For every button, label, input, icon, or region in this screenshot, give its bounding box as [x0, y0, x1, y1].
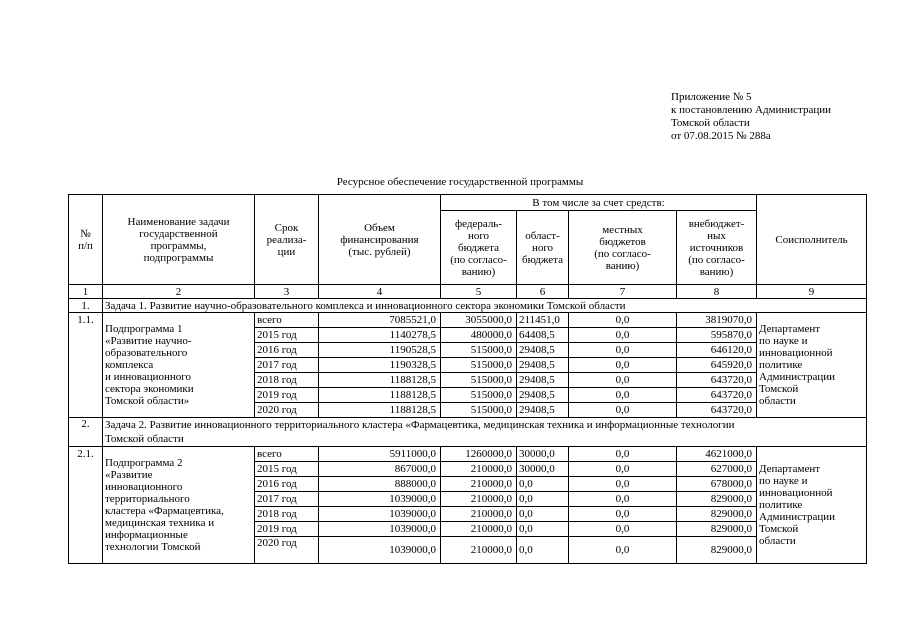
- header-row: [69, 195, 867, 211]
- regional-cell: 0,0: [517, 477, 569, 492]
- executor-line: Департамент: [759, 463, 821, 475]
- subprogram-name-line: комплекса: [105, 359, 154, 371]
- volume-cell: 1039000,0: [319, 537, 441, 564]
- subprogram-name: [103, 313, 255, 418]
- extra-cell: 829000,0: [677, 522, 757, 537]
- local-cell: 0,0: [569, 343, 677, 358]
- subprogram-name-line: технологии Томской: [105, 541, 201, 553]
- regional-cell: 0,0: [517, 492, 569, 507]
- federal-cell: 210000,0: [441, 507, 517, 522]
- column-number: 8: [677, 285, 757, 299]
- executor-cell: [757, 313, 867, 418]
- local-cell: 0,0: [569, 403, 677, 418]
- executor-line: Администрации: [759, 511, 836, 523]
- executor-line: Томской: [759, 523, 799, 535]
- task-number: 1.: [69, 299, 103, 313]
- header-regional: област- ного бюджета: [517, 211, 569, 285]
- column-number: 2: [103, 285, 255, 299]
- regional-cell: 211451,0: [517, 313, 569, 328]
- volume-cell: 1190528,5: [319, 343, 441, 358]
- extra-cell: 645920,0: [677, 358, 757, 373]
- volume-cell: 1188128,5: [319, 388, 441, 403]
- period-cell: 2016 год: [255, 477, 319, 492]
- period-cell: 2017 год: [255, 358, 319, 373]
- executor-line: Томской: [759, 383, 799, 395]
- task-text: Задача 1. Развитие научно-образовательного комплекса и инновационного сектора экономики Томской области: [103, 299, 867, 313]
- period-cell: 2018 год: [255, 373, 319, 388]
- column-number: 6: [517, 285, 569, 299]
- subprogram-name-line: информационные: [105, 529, 188, 541]
- period-cell: 2019 год: [255, 522, 319, 537]
- regional-cell: 29408,5: [517, 403, 569, 418]
- executor-line: политике: [759, 359, 803, 371]
- local-cell: 0,0: [569, 492, 677, 507]
- local-cell: 0,0: [569, 522, 677, 537]
- volume-cell: 5911000,0: [319, 447, 441, 462]
- volume-cell: 1039000,0: [319, 507, 441, 522]
- document-title: Ресурсное обеспечение государственной программы: [336, 176, 584, 188]
- column-number: 1: [69, 285, 103, 299]
- column-number-row: [69, 285, 867, 299]
- period-cell: 2019 год: [255, 388, 319, 403]
- executor-line: Департамент: [759, 323, 821, 335]
- subprogram-name-line: Подпрограмма 1: [105, 323, 183, 335]
- volume-cell: 1039000,0: [319, 522, 441, 537]
- subprogram-name: [103, 447, 255, 564]
- appendix-line: от 07.08.2015 № 288а: [671, 130, 771, 142]
- header-name: Наименование задачи государственной программы, подпрограммы: [103, 195, 255, 285]
- task-number: 2.: [69, 418, 103, 447]
- subprogram-name-line: кластера «Фармацевтика,: [105, 505, 224, 517]
- table-row: [69, 447, 867, 462]
- federal-cell: 210000,0: [441, 477, 517, 492]
- volume-cell: 1140278,5: [319, 328, 441, 343]
- period-cell: 2020 год: [255, 403, 319, 418]
- regional-cell: 29408,5: [517, 373, 569, 388]
- local-cell: 0,0: [569, 462, 677, 477]
- task-text-line: Задача 2. Развитие инновационного территориального кластера «Фармацевтика, медицинская техника и информационные технологии: [105, 419, 735, 431]
- header-local: местных бюджетов (по согласо- ванию): [569, 211, 677, 285]
- subprogram-name-line: инновационного: [105, 481, 183, 493]
- local-cell: 0,0: [569, 537, 677, 564]
- executor-line: Администрации: [759, 371, 836, 383]
- extra-cell: 829000,0: [677, 537, 757, 564]
- volume-cell: 867000,0: [319, 462, 441, 477]
- executor-line: области: [759, 535, 796, 547]
- appendix-line: Томской области: [671, 117, 750, 129]
- subprogram-number: 1.1.: [69, 313, 103, 418]
- period-cell: 2017 год: [255, 492, 319, 507]
- subprogram-name-line: сектора экономики: [105, 383, 194, 395]
- federal-cell: 515000,0: [441, 343, 517, 358]
- header-executor: Соисполнитель: [757, 195, 867, 285]
- period-cell: 2015 год: [255, 462, 319, 477]
- federal-cell: 515000,0: [441, 373, 517, 388]
- subprogram-name-line: «Развитие: [105, 469, 153, 481]
- extra-cell: 646120,0: [677, 343, 757, 358]
- period-cell: 2016 год: [255, 343, 319, 358]
- period-cell: 2015 год: [255, 328, 319, 343]
- volume-cell: 1188128,5: [319, 373, 441, 388]
- subprogram-name-line: территориального: [105, 493, 190, 505]
- regional-cell: 64408,5: [517, 328, 569, 343]
- period-cell: 2020 год: [255, 537, 319, 564]
- local-cell: 0,0: [569, 358, 677, 373]
- header-period: Срок реализа- ции: [255, 195, 319, 285]
- extra-cell: 643720,0: [677, 403, 757, 418]
- extra-cell: 4621000,0: [677, 447, 757, 462]
- regional-cell: 30000,0: [517, 447, 569, 462]
- regional-cell: 30000,0: [517, 462, 569, 477]
- federal-cell: 210000,0: [441, 462, 517, 477]
- period-cell: всего: [255, 447, 319, 462]
- column-number: 5: [441, 285, 517, 299]
- local-cell: 0,0: [569, 507, 677, 522]
- local-cell: 0,0: [569, 373, 677, 388]
- extra-cell: 678000,0: [677, 477, 757, 492]
- regional-cell: 29408,5: [517, 388, 569, 403]
- period-cell: 2018 год: [255, 507, 319, 522]
- task-row: [69, 418, 867, 447]
- executor-line: области: [759, 395, 796, 407]
- volume-cell: 888000,0: [319, 477, 441, 492]
- volume-cell: 7085521,0: [319, 313, 441, 328]
- federal-cell: 1260000,0: [441, 447, 517, 462]
- task-text: [103, 418, 867, 447]
- table-row: [69, 313, 867, 328]
- volume-cell: 1188128,5: [319, 403, 441, 418]
- executor-cell: [757, 447, 867, 564]
- federal-cell: 210000,0: [441, 522, 517, 537]
- extra-cell: 643720,0: [677, 388, 757, 403]
- subprogram-name-line: и инновационного: [105, 371, 192, 383]
- local-cell: 0,0: [569, 447, 677, 462]
- column-number: 7: [569, 285, 677, 299]
- column-number: 3: [255, 285, 319, 299]
- executor-line: инновационной: [759, 347, 833, 359]
- regional-cell: 0,0: [517, 522, 569, 537]
- regional-cell: 29408,5: [517, 343, 569, 358]
- column-number: 4: [319, 285, 441, 299]
- executor-line: по науке и: [759, 335, 808, 347]
- local-cell: 0,0: [569, 388, 677, 403]
- period-cell: всего: [255, 313, 319, 328]
- local-cell: 0,0: [569, 328, 677, 343]
- federal-cell: 480000,0: [441, 328, 517, 343]
- task-text-line: Томской области: [105, 433, 184, 445]
- executor-line: инновационной: [759, 487, 833, 499]
- column-number: 9: [757, 285, 867, 299]
- task-row: [69, 299, 867, 313]
- federal-cell: 515000,0: [441, 403, 517, 418]
- extra-cell: 627000,0: [677, 462, 757, 477]
- regional-cell: 0,0: [517, 537, 569, 564]
- header-volume: Объем финансирования (тыс. рублей): [319, 195, 441, 285]
- subprogram-name-line: медицинская техника и: [105, 517, 215, 529]
- extra-cell: 643720,0: [677, 373, 757, 388]
- regional-cell: 29408,5: [517, 358, 569, 373]
- extra-cell: 595870,0: [677, 328, 757, 343]
- extra-cell: 3819070,0: [677, 313, 757, 328]
- federal-cell: 515000,0: [441, 388, 517, 403]
- subprogram-name-line: Томской области»: [105, 395, 190, 407]
- header-num: № п/п: [69, 195, 103, 285]
- subprogram-name-line: образовательного: [105, 347, 188, 359]
- appendix-block: [671, 91, 831, 143]
- regional-cell: 0,0: [517, 507, 569, 522]
- federal-cell: 210000,0: [441, 492, 517, 507]
- federal-cell: 3055000,0: [441, 313, 517, 328]
- federal-cell: 515000,0: [441, 358, 517, 373]
- subprogram-number: 2.1.: [69, 447, 103, 564]
- extra-cell: 829000,0: [677, 507, 757, 522]
- appendix-line: Приложение № 5: [671, 91, 752, 103]
- subprogram-name-line: «Развитие научно-: [105, 335, 192, 347]
- header-extra: внебюджет- ных источников (по согласо- ванию): [677, 211, 757, 285]
- local-cell: 0,0: [569, 313, 677, 328]
- subprogram-name-line: Подпрограмма 2: [105, 457, 183, 469]
- extra-cell: 829000,0: [677, 492, 757, 507]
- local-cell: 0,0: [569, 477, 677, 492]
- volume-cell: 1039000,0: [319, 492, 441, 507]
- federal-cell: 210000,0: [441, 537, 517, 564]
- resource-table: [68, 194, 867, 564]
- executor-line: политике: [759, 499, 803, 511]
- appendix-line: к постановлению Администрации: [671, 104, 832, 116]
- header-federal: федераль- ного бюджета (по согласо- ванию): [441, 211, 517, 285]
- executor-line: по науке и: [759, 475, 808, 487]
- header-group: В том числе за счет средств:: [441, 195, 757, 211]
- volume-cell: 1190328,5: [319, 358, 441, 373]
